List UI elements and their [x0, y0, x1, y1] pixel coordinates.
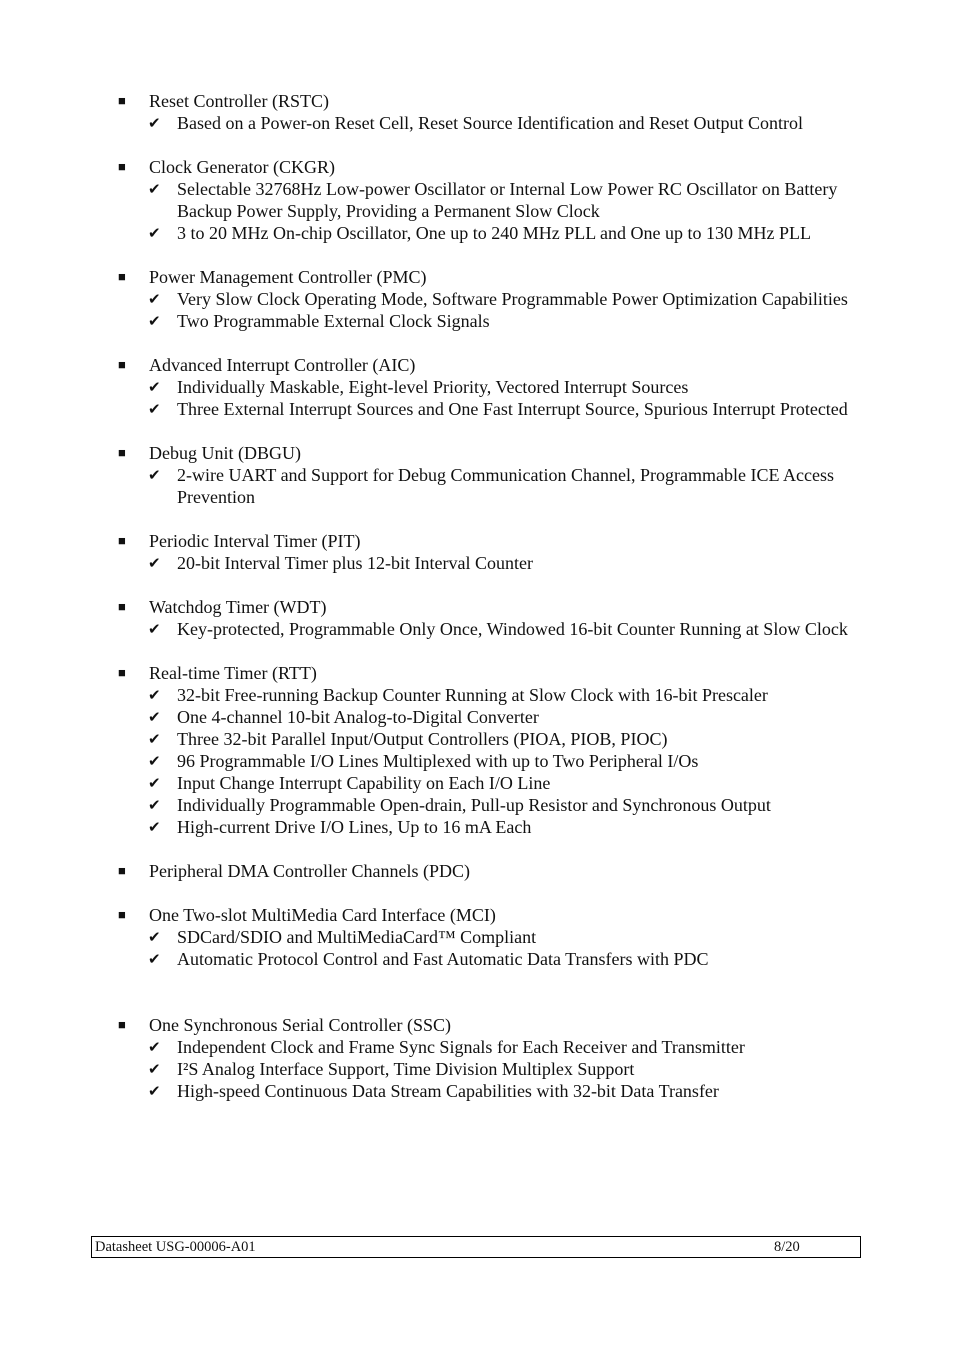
list-item — [148, 222, 878, 244]
list-item — [148, 464, 878, 508]
sub-feature-list — [118, 618, 878, 640]
section-title: One Synchronous Serial Controller (SSC) — [149, 1015, 451, 1035]
square-bullet-icon: ■ — [118, 1017, 126, 1032]
list-item-text: Two Programmable External Clock Signals — [177, 311, 490, 331]
section-heading — [118, 266, 878, 288]
square-bullet-icon: ■ — [118, 357, 126, 372]
list-item-text: 96 Programmable I/O Lines Multiplexed with up to Two Peripheral I/Os — [177, 751, 699, 771]
list-item-text: Three 32-bit Parallel Input/Output Controllers (PIOA, PIOB, PIOC) — [177, 729, 668, 749]
list-item-text: Individually Programmable Open-drain, Pull-up Resistor and Synchronous Output — [177, 795, 771, 815]
feature-section — [118, 354, 878, 420]
checkmark-icon: ✔ — [148, 554, 161, 572]
square-bullet-icon: ■ — [118, 599, 126, 614]
checkmark-icon: ✔ — [148, 114, 161, 132]
sub-feature-list — [118, 376, 878, 420]
list-item — [148, 1036, 878, 1058]
list-item — [148, 684, 878, 706]
checkmark-icon: ✔ — [148, 818, 161, 836]
square-bullet-icon: ■ — [118, 863, 126, 878]
list-item — [148, 112, 878, 134]
list-item-text: 32-bit Free-running Backup Counter Running at Slow Clock with 16-bit Prescaler — [177, 685, 768, 705]
checkmark-icon: ✔ — [148, 928, 161, 946]
list-item — [148, 552, 878, 574]
section-heading — [118, 354, 878, 376]
checkmark-icon: ✔ — [148, 1082, 161, 1100]
list-item — [148, 288, 878, 310]
feature-list — [118, 90, 878, 1124]
square-bullet-icon: ■ — [118, 907, 126, 922]
list-item — [148, 750, 878, 772]
list-item-text: I²S Analog Interface Support, Time Division Multiplex Support — [177, 1059, 635, 1079]
checkmark-icon: ✔ — [148, 950, 161, 968]
section-title: Clock Generator (CKGR) — [149, 157, 335, 177]
list-item-text: Individually Maskable, Eight-level Priority, Vectored Interrupt Sources — [177, 377, 689, 397]
section-title: Debug Unit (DBGU) — [149, 443, 301, 463]
list-item — [148, 816, 878, 838]
sub-feature-list — [118, 178, 878, 244]
section-title: Peripheral DMA Controller Channels (PDC) — [149, 861, 470, 881]
list-item — [148, 398, 878, 420]
list-item-text: Independent Clock and Frame Sync Signals for Each Receiver and Transmitter — [177, 1037, 745, 1057]
list-item-text: High-current Drive I/O Lines, Up to 16 mA Each — [177, 817, 532, 837]
square-bullet-icon: ■ — [118, 93, 126, 108]
feature-section — [118, 904, 878, 970]
sub-feature-list — [118, 926, 878, 970]
section-heading — [118, 530, 878, 552]
list-item — [148, 772, 878, 794]
list-item — [148, 926, 878, 948]
list-item — [148, 728, 878, 750]
checkmark-icon: ✔ — [148, 620, 161, 638]
list-item-text: Input Change Interrupt Capability on Each I/O Line — [177, 773, 551, 793]
feature-section — [118, 530, 878, 574]
list-item-text: High-speed Continuous Data Stream Capabilities with 32-bit Data Transfer — [177, 1081, 719, 1101]
checkmark-icon: ✔ — [148, 312, 161, 330]
square-bullet-icon: ■ — [118, 269, 126, 284]
feature-section — [118, 1014, 878, 1102]
list-item-text: Three External Interrupt Sources and One Fast Interrupt Source, Spurious Interrupt Protected — [177, 399, 848, 419]
list-item-text: SDCard/SDIO and MultiMediaCard™ Compliant — [177, 927, 537, 947]
list-item-text: Very Slow Clock Operating Mode, Software Programmable Power Optimization Capabilities — [177, 289, 848, 309]
checkmark-icon: ✔ — [148, 774, 161, 792]
list-item — [148, 178, 878, 222]
section-heading — [118, 1014, 878, 1036]
checkmark-icon: ✔ — [148, 224, 161, 242]
square-bullet-icon: ■ — [118, 445, 126, 460]
list-item-text: Key-protected, Programmable Only Once, Windowed 16-bit Counter Running at Slow Clock — [177, 619, 848, 639]
section-title: Advanced Interrupt Controller (AIC) — [149, 355, 416, 375]
list-item-text: 20-bit Interval Timer plus 12-bit Interval Counter — [177, 553, 533, 573]
footer-page-number: 8/20 — [774, 1239, 800, 1255]
list-item — [148, 1080, 878, 1102]
sub-feature-list — [118, 1036, 878, 1102]
checkmark-icon: ✔ — [148, 290, 161, 308]
section-title: Power Management Controller (PMC) — [149, 267, 427, 287]
list-item — [148, 948, 878, 970]
feature-section — [118, 596, 878, 640]
sub-feature-list — [118, 464, 878, 508]
list-item-text: 3 to 20 MHz On-chip Oscillator, One up to 240 MHz PLL and One up to 130 MHz PLL — [177, 223, 812, 243]
square-bullet-icon: ■ — [118, 665, 126, 680]
checkmark-icon: ✔ — [148, 1060, 161, 1078]
feature-section — [118, 156, 878, 244]
feature-section — [118, 860, 878, 882]
section-heading — [118, 860, 878, 882]
feature-section — [118, 662, 878, 838]
square-bullet-icon: ■ — [118, 159, 126, 174]
section-heading — [118, 904, 878, 926]
feature-section — [118, 442, 878, 508]
sub-feature-list — [118, 552, 878, 574]
feature-section — [118, 266, 878, 332]
list-item-text: One 4-channel 10-bit Analog-to-Digital Converter — [177, 707, 539, 727]
section-heading — [118, 596, 878, 618]
section-title: Periodic Interval Timer (PIT) — [149, 531, 361, 551]
list-item — [148, 376, 878, 398]
list-item — [148, 310, 878, 332]
square-bullet-icon: ■ — [118, 533, 126, 548]
checkmark-icon: ✔ — [148, 400, 161, 418]
checkmark-icon: ✔ — [148, 466, 161, 484]
checkmark-icon: ✔ — [148, 796, 161, 814]
checkmark-icon: ✔ — [148, 1038, 161, 1056]
list-item-text: 2-wire UART and Support for Debug Communication Channel, Programmable ICE Access Prevention — [177, 465, 834, 507]
list-item — [148, 706, 878, 728]
checkmark-icon: ✔ — [148, 708, 161, 726]
feature-section — [118, 90, 878, 134]
list-item-text: Automatic Protocol Control and Fast Automatic Data Transfers with PDC — [177, 949, 709, 969]
section-heading — [118, 662, 878, 684]
list-item — [148, 1058, 878, 1080]
sub-feature-list — [118, 684, 878, 838]
page-footer — [91, 1236, 861, 1258]
footer-doc-id: Datasheet USG-00006-A01 — [95, 1239, 256, 1255]
section-title: Real-time Timer (RTT) — [149, 663, 317, 683]
checkmark-icon: ✔ — [148, 180, 161, 198]
list-item-text: Selectable 32768Hz Low-power Oscillator or Internal Low Power RC Oscillator on Battery Backup Power Supply, Providing a Permanent Slow Clock — [177, 179, 838, 221]
list-item-text: Based on a Power-on Reset Cell, Reset Source Identification and Reset Output Control — [177, 113, 804, 133]
sub-feature-list — [118, 112, 878, 134]
checkmark-icon: ✔ — [148, 686, 161, 704]
checkmark-icon: ✔ — [148, 378, 161, 396]
list-item — [148, 794, 878, 816]
section-heading — [118, 156, 878, 178]
section-title: Reset Controller (RSTC) — [149, 91, 329, 111]
sub-feature-list — [118, 288, 878, 332]
section-heading — [118, 442, 878, 464]
section-title: One Two-slot MultiMedia Card Interface (MCI) — [149, 905, 496, 925]
checkmark-icon: ✔ — [148, 730, 161, 748]
section-title: Watchdog Timer (WDT) — [149, 597, 327, 617]
list-item — [148, 618, 878, 640]
checkmark-icon: ✔ — [148, 752, 161, 770]
section-heading — [118, 90, 878, 112]
